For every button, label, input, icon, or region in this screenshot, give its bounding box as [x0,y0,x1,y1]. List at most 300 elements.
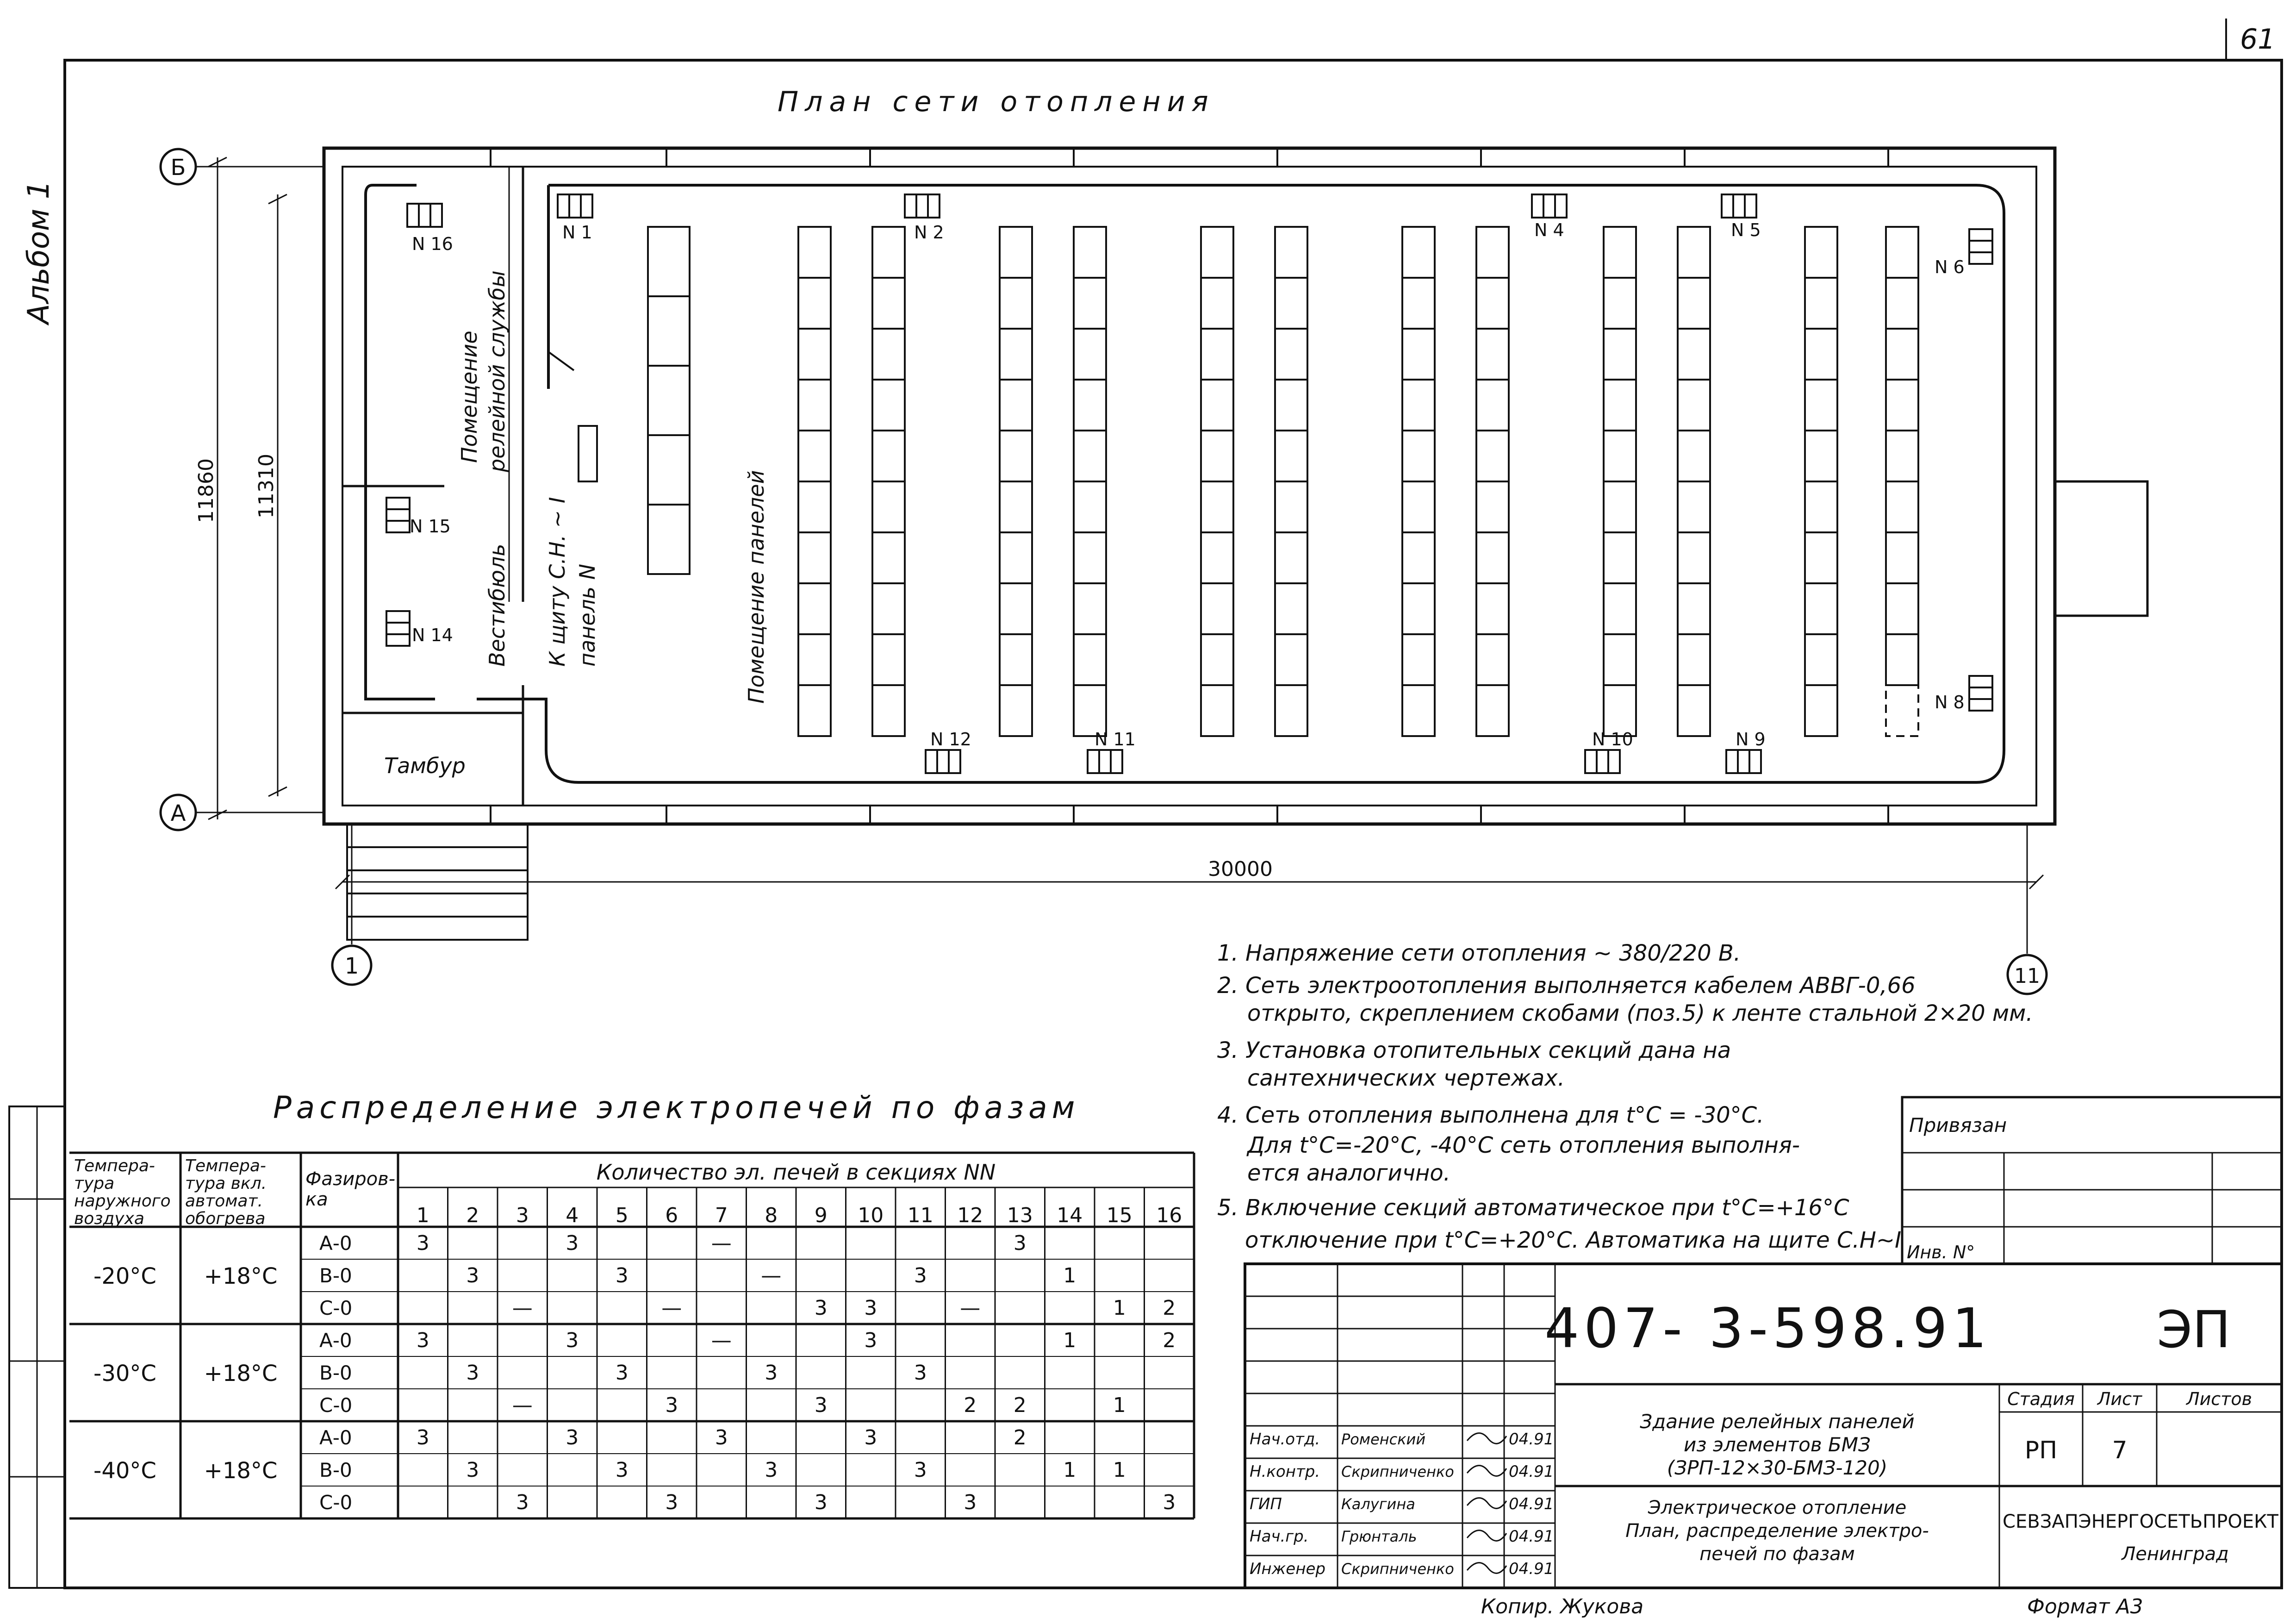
note-line: сантехнических чертежах. [1247,1065,1565,1091]
group-outdoor-temp: -30°C [93,1361,156,1387]
panel-cabinet [1805,685,1837,736]
margin-stamp-strip [9,1106,65,1588]
dim-inner-height: 11310 [255,454,278,518]
panel-cabinet [1678,278,1710,329]
panel-cabinet [798,481,831,532]
panel-row [648,227,690,574]
sheet-number: 7 [2112,1437,2128,1464]
panel-cabinet [1000,278,1032,329]
panel-cabinet [1678,481,1710,532]
phase-cell: — [711,1231,732,1255]
axis-11-label: 11 [2014,964,2040,988]
project-name-2: из элементов БМЗ [1684,1433,1871,1456]
panel-cabinet [1604,227,1636,278]
signature-name: Грюнталь [1341,1528,1417,1545]
panel-cabinet [1402,481,1435,532]
panel-cabinet [1000,583,1032,634]
panel-cabinet [1074,329,1106,380]
section-number: 11 [907,1204,933,1227]
phase-label: А-0 [319,1232,352,1255]
panel-cabinet [1275,227,1307,278]
room-panels: Помещение панелей [744,470,769,704]
col-header-outdoor: воздуха [74,1209,144,1228]
col-header-phase: Фазиров- [305,1168,396,1190]
section-number: 15 [1106,1204,1132,1227]
phase-cell: 3 [814,1491,828,1514]
panel-cabinet [1604,431,1636,481]
panel-cabinet [1805,380,1837,431]
panel-cabinet [798,431,831,481]
phase-cell: 3 [1013,1231,1027,1255]
phase-cell: 3 [566,1329,579,1352]
group-heating-temp: +18°C [204,1263,278,1289]
panel-cabinet [1074,278,1106,329]
corner-sheet-number: 61 [2240,23,2276,56]
phase-cell: 3 [1163,1491,1176,1514]
panel-cabinet [1402,532,1435,583]
phase-cell: 3 [914,1264,927,1287]
phase-table-title: Распределение электропечей по фазам [273,1090,1080,1125]
note-line: 3. Установка отопительных секций дана на [1217,1037,1731,1063]
panel-row [872,227,905,736]
panel-cabinet [1275,329,1307,380]
panel-cabinet [1074,431,1106,481]
bound-label: Привязан [1909,1114,2007,1137]
panel-row [1886,227,1918,736]
phase-label: В-0 [319,1362,352,1384]
panel-cabinet [872,583,905,634]
room-tambour: Тамбур [384,753,466,778]
col-header-heating: автомат. [185,1192,263,1211]
panel-cabinet [798,634,831,685]
section-number: 14 [1057,1204,1083,1227]
city: Ленинград [2122,1543,2229,1565]
phase-cell: 2 [1013,1393,1027,1417]
panel-row [1201,227,1233,736]
heater-n10 [1585,729,1633,773]
panel-cabinet [1805,227,1837,278]
phase-cell: 3 [765,1361,778,1385]
heater-label: N 8 [1935,692,1965,712]
section-number: 8 [765,1204,778,1227]
panel-cabinet [1805,634,1837,685]
note-line: 4. Сеть отопления выполнена для t°C = -30°C. [1217,1102,1764,1128]
note-line: 5. Включение секций автоматическое при t°C=+16°C [1217,1195,1849,1221]
phase-cell: — [960,1296,981,1320]
sheet-name-2: План, распределение электро- [1625,1520,1929,1542]
sheet-name-1: Электрическое отопление [1648,1497,1907,1518]
signature-name: Калугина [1341,1495,1415,1513]
format-label: Формат А3 [2027,1595,2143,1618]
heater-n11 [1088,729,1136,773]
signature-role: Инженер [1250,1560,1325,1578]
panel-cabinet [1275,685,1307,736]
phase-label: С-0 [319,1394,353,1417]
panel-cabinet [1678,431,1710,481]
panel-cabinet [1201,380,1233,431]
panel-cabinet [1000,532,1032,583]
phase-cell: 3 [615,1264,628,1287]
phase-cell: 3 [665,1393,678,1417]
panel-cabinet [1678,227,1710,278]
panel-cabinet [1805,329,1837,380]
col-header-outdoor: Темпера- [74,1156,155,1175]
signature-role: Нач.гр. [1250,1527,1309,1546]
phase-cell: 3 [416,1231,429,1255]
heater-label: N 5 [1731,220,1761,240]
panel-cabinet [1604,583,1636,634]
plan-title: План сети отопления [778,86,1215,118]
panel-cabinet [1275,532,1307,583]
signature-name: Роменский [1341,1430,1426,1448]
panel-row [1074,227,1106,736]
note-line: 1. Напряжение сети отопления ~ 380/220 В. [1217,940,1741,966]
inv-label: Инв. N° [1907,1242,1975,1262]
doc-mark: ЭП [2157,1300,2231,1359]
section-number: 1 [416,1204,429,1227]
heater-n8 [1935,676,1992,712]
panel-cabinet [1604,634,1636,685]
signature-mark [1467,1498,1506,1509]
room-relay-service-2: релейной службы [485,270,510,472]
phase-label: В-0 [319,1264,352,1287]
panel-cabinet [1074,532,1106,583]
section-number: 16 [1156,1204,1182,1227]
signature-mark [1467,1466,1506,1476]
col-header-heating: тура вкл. [185,1174,267,1193]
panel-cabinet [798,227,831,278]
panel-cabinet [1678,583,1710,634]
sheet-label: Лист [2097,1389,2142,1409]
phase-cell: 3 [814,1393,828,1417]
signature-mark [1467,1433,1506,1444]
panel-cabinet [1886,329,1918,380]
phase-cell: 3 [914,1458,927,1482]
phase-cell: 2 [964,1393,977,1417]
panel-cabinet [648,435,690,505]
heater-label: N 14 [412,625,453,645]
phase-cell: — [761,1264,782,1287]
phase-cell: 3 [715,1426,728,1449]
panel-cabinet [1886,634,1918,685]
room-vestibule: Вестибюль [485,543,510,667]
panel-cabinet [1678,685,1710,736]
panel-cabinet [1275,634,1307,685]
panel-cabinet [1476,634,1509,685]
phase-cell: 3 [416,1426,429,1449]
signature-date: 04.91 [1509,1462,1554,1481]
panel-cabinet [1201,583,1233,634]
panel-cabinet [1201,278,1233,329]
panel-row [1275,227,1307,736]
panel-cabinet [872,278,905,329]
sheet-name-3: печей по фазам [1699,1543,1855,1565]
signature-name: Скрипниченко [1341,1463,1454,1480]
panel-cabinet [1604,278,1636,329]
signature-role: ГИП [1250,1495,1282,1513]
to-board-1: К щиту С.Н. ~ I [545,497,570,667]
phase-cell: 3 [615,1361,628,1385]
panel-cabinet [1476,532,1509,583]
panel-cabinet [1201,634,1233,685]
panel-cabinet [1000,685,1032,736]
dim-length: 30000 [1208,857,1273,881]
sheets-label: Листов [2186,1389,2252,1409]
panel-cabinet [1476,431,1509,481]
panel-row [1476,227,1509,736]
panel-cabinet [1275,431,1307,481]
phase-cell: 3 [964,1491,977,1514]
col-header-outdoor: наружного [74,1192,171,1211]
signature-role: Нач.отд. [1250,1430,1320,1449]
panel-cabinet [1604,481,1636,532]
floor-plan [161,148,2147,994]
phase-label: А-0 [319,1426,352,1449]
heater-label: N 2 [914,222,944,243]
col-header-heating: Темпера- [185,1156,266,1175]
panel-cabinet [648,296,690,366]
note-line: ется аналогично. [1247,1160,1451,1186]
signature-date: 04.91 [1509,1430,1554,1449]
heater-label: N 10 [1592,729,1633,750]
panel-cabinet [798,532,831,583]
panel-cabinet [872,431,905,481]
phase-table [69,1153,1194,1518]
heater-n12 [926,729,971,773]
east-porch [2055,481,2147,616]
panel-cabinet [1476,583,1509,634]
panel-cabinet [1678,329,1710,380]
phase-cell: 2 [1163,1296,1176,1320]
panel-cabinet [1201,329,1233,380]
panel-cabinet [1402,583,1435,634]
panel-cabinet [1886,532,1918,583]
panel-cabinet [872,532,905,583]
section-number: 5 [615,1204,628,1227]
section-number: 6 [665,1204,678,1227]
phase-label: В-0 [319,1459,352,1481]
phase-cell: 3 [914,1361,927,1385]
panel-cabinet [872,685,905,736]
phase-cell: — [512,1393,533,1417]
phase-cell: 2 [1163,1329,1176,1352]
panel-row [798,227,831,736]
panel-cabinet [798,380,831,431]
panel-cabinet [1678,532,1710,583]
heater-label: N 11 [1095,729,1136,750]
note-line: отключение при t°C=+20°C. Автоматика на щите С.Н~I [1245,1227,1902,1253]
panel-cabinet [1275,380,1307,431]
panel-cabinet [1275,481,1307,532]
panel-cabinet [1402,634,1435,685]
heater-n2 [905,194,944,243]
panel-cabinet [1604,329,1636,380]
panel-cabinet [872,634,905,685]
phase-cell: 3 [864,1426,877,1449]
heater-label: N 16 [412,234,453,254]
panel-cabinet [1275,583,1307,634]
phase-cell: 3 [466,1264,479,1287]
signature-mark [1467,1530,1506,1541]
panel-cabinet [1074,380,1106,431]
phase-cell: 3 [516,1491,529,1514]
section-number: 9 [814,1204,828,1227]
heater-n14 [386,611,453,646]
panel-cabinet [1000,380,1032,431]
project-name-1: Здание релейных панелей [1640,1410,1915,1433]
panel-cabinet [1402,685,1435,736]
panel-cabinet [1886,380,1918,431]
panel-cabinet [1476,278,1509,329]
panel-cabinet [648,366,690,435]
phase-cell: 1 [1063,1329,1076,1352]
axis-1-label: 1 [344,953,359,979]
panel-cabinet [648,505,690,574]
phase-cell: 2 [1013,1426,1027,1449]
phase-cell: — [512,1296,533,1320]
panel-row [1000,227,1032,736]
section-number: 12 [957,1204,983,1227]
col-header-phase: ка [305,1189,328,1210]
phase-label: А-0 [319,1329,352,1352]
panel-cabinet [872,329,905,380]
panel-cabinet [1000,634,1032,685]
panel-cabinet [1201,227,1233,278]
stage-value: РП [2024,1437,2058,1464]
panel-cabinet [1000,481,1032,532]
panel-cabinet [1604,532,1636,583]
panel-cabinet [1402,380,1435,431]
section-number: 2 [466,1204,479,1227]
phase-cell: 1 [1113,1393,1126,1417]
album-label: Альбом 1 [22,180,56,324]
to-board-2: панель N [575,563,600,667]
panel-cabinet [1886,278,1918,329]
signature-date: 04.91 [1509,1495,1554,1513]
section-number: 3 [516,1204,529,1227]
panel-cabinet [1402,278,1435,329]
phase-cell: 1 [1113,1458,1126,1482]
heater-n16 [407,204,453,254]
panel-cabinet [1402,431,1435,481]
section-number: 7 [715,1204,728,1227]
signature-date: 04.91 [1509,1560,1554,1578]
panel-cabinet [1476,329,1509,380]
panel-cabinet [1000,227,1032,278]
panel-cabinet [798,583,831,634]
phase-cell: 3 [566,1426,579,1449]
section-number: 10 [858,1204,884,1227]
axis-b-label: Б [170,155,186,181]
board-stub [579,426,597,481]
panel-cabinet [1201,431,1233,481]
panel-cabinet [798,329,831,380]
heater-n1 [558,194,592,243]
phase-cell: 3 [416,1329,429,1352]
panel-cabinet [1886,583,1918,634]
heater-label: N 12 [930,729,971,750]
col-header-outdoor: тура [74,1174,115,1193]
phase-cell: 3 [466,1458,479,1482]
note-line: открыто, скреплением скобами (поз.5) к ленте стальной 2×20 мм. [1247,1000,2033,1026]
phase-cell: 1 [1063,1264,1076,1287]
copied-by: Копир. Жукова [1481,1595,1644,1618]
outer-wall [324,148,2055,824]
col-header-heating: обогрева [185,1209,266,1228]
panel-cabinet [1074,634,1106,685]
panel-cabinet [1201,685,1233,736]
organization: СЕВЗАПЭНЕРГОСЕТЬПРОЕКТ [2003,1511,2278,1532]
project-name-3: (ЗРП-12×30-БМЗ-120) [1667,1456,1888,1479]
panel-cabinet [1886,685,1918,736]
signature-date: 04.91 [1509,1527,1554,1546]
phase-cell: 3 [466,1361,479,1385]
inner-wall [342,167,2036,806]
heater-n15 [386,498,451,537]
heater-label: N 9 [1736,729,1766,750]
panel-cabinet [798,278,831,329]
panel-cabinet [1402,329,1435,380]
heater-n4 [1532,194,1567,240]
panel-cabinet [1476,227,1509,278]
signature-role: Н.контр. [1250,1462,1320,1481]
phase-cell: 3 [864,1329,877,1352]
heater-n5 [1722,194,1761,240]
panel-row [1604,227,1636,736]
panel-rows [648,227,1918,736]
dim-total-height: 11860 [194,458,218,523]
panel-cabinet [1000,329,1032,380]
section-number: 13 [1007,1204,1033,1227]
heater-label: N 15 [410,516,451,537]
panel-cabinet [1805,278,1837,329]
panel-cabinet [1678,380,1710,431]
heater-label: N 6 [1935,257,1965,277]
section-number: 4 [566,1204,579,1227]
heater-n6 [1935,229,1992,277]
panel-cabinet [1201,481,1233,532]
panel-cabinet [872,227,905,278]
signature-mark [1467,1563,1506,1574]
note-line: Для t°C=-20°C, -40°C сеть отопления выполня- [1247,1132,1800,1158]
group-outdoor-temp: -20°C [93,1263,156,1289]
panel-cabinet [1074,685,1106,736]
panel-cabinet [1074,583,1106,634]
group-heating-temp: +18°C [204,1458,278,1484]
panel-cabinet [1805,431,1837,481]
panel-row [1678,227,1710,736]
panel-cabinet [1886,481,1918,532]
panel-cabinet [1805,481,1837,532]
panel-row [1805,227,1837,736]
doc-code: 407- 3-598.91 [1544,1296,1991,1360]
stage-label: Стадия [2007,1389,2075,1409]
panel-cabinet [1402,227,1435,278]
panel-cabinet [1476,481,1509,532]
phase-cell: — [661,1296,682,1320]
panel-cabinet [1805,583,1837,634]
panel-cabinet [872,380,905,431]
phase-cell: 3 [765,1458,778,1482]
phase-cell: 3 [864,1296,877,1320]
panel-cabinet [648,227,690,296]
panel-cabinet [1201,532,1233,583]
axis-a-label: А [170,800,186,826]
heater-n9 [1726,729,1766,773]
phase-cell: — [711,1329,732,1352]
panel-cabinet [1000,431,1032,481]
note-line: 2. Сеть электроотопления выполняется кабелем АВВГ-0,66 [1217,973,1916,999]
